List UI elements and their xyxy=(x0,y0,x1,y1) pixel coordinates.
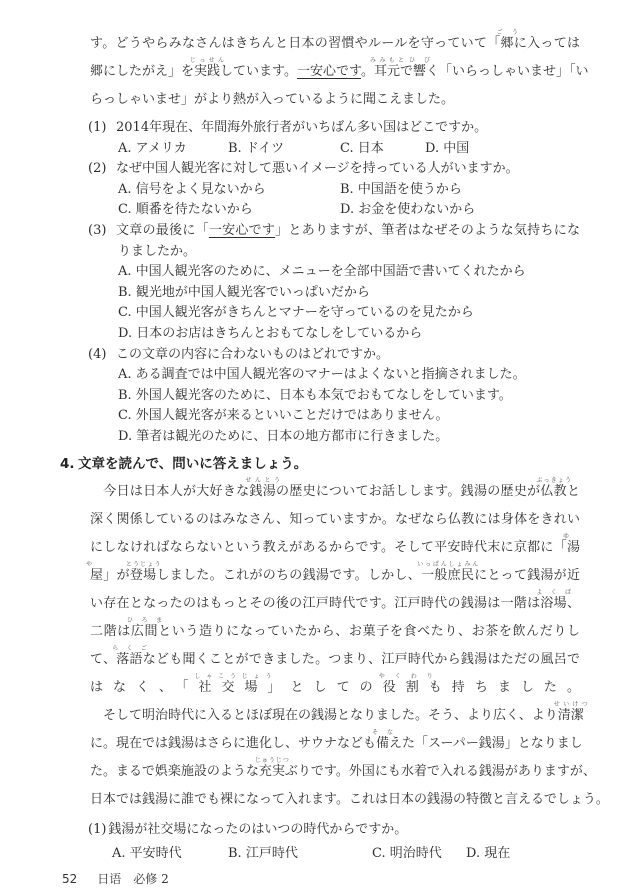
option-c: C. 中国人観光客がきちんとマナーを守っているのを見たから xyxy=(118,305,474,321)
text-line xyxy=(90,478,580,506)
ruby-word xyxy=(378,673,433,695)
furigana: ひろま xyxy=(126,617,163,624)
ruby-base: 一般庶民 xyxy=(421,568,475,583)
text-line xyxy=(90,590,580,618)
section-title: 文章を読んで、問いに答えましょう。 xyxy=(78,456,308,472)
question-item xyxy=(88,118,580,159)
option-a: A. ある調査では中国人観光客のマナーはよくないと指摘されました。 xyxy=(118,367,526,383)
question-text xyxy=(118,242,580,263)
option-c: C. 外国人観光客が来るといいことだけではありません。 xyxy=(118,408,449,424)
question-item xyxy=(88,345,580,448)
furigana: らくご xyxy=(112,645,147,652)
text-run: 2014年現在、年間海外旅行者がいちばん多い国はどこですか。 xyxy=(116,120,488,135)
ruby-word xyxy=(126,617,163,639)
option-row xyxy=(88,262,580,283)
question-number: (3) xyxy=(88,222,107,238)
question-text: 銭湯が社交場になったのはいつの時代からですか。 xyxy=(108,822,408,837)
question-text xyxy=(116,159,580,180)
text-line xyxy=(90,86,580,114)
question-line xyxy=(88,242,580,263)
section-number: 4. xyxy=(60,456,75,472)
ruby-word xyxy=(86,561,104,583)
book-title: 日语 必修 2 xyxy=(97,872,169,886)
text-line xyxy=(90,674,580,702)
ruby-word xyxy=(417,561,479,583)
text-run: 。 xyxy=(360,64,374,79)
ruby-word xyxy=(125,561,161,583)
furigana: ごう xyxy=(496,29,518,36)
text-run: 」が xyxy=(103,568,130,583)
option-d: D. お金を使わないから xyxy=(340,202,476,218)
text-run: ぶりです。外国にも水着で入れる銭湯がありますが、 xyxy=(284,764,596,779)
underlined-phrase: 一安心です xyxy=(297,64,361,79)
text-run: この文章の内容に合わないものはどれですか。 xyxy=(116,346,390,362)
ruby-word xyxy=(245,477,280,499)
text-run: しました。これがのちの銭湯です。しかし、 xyxy=(156,568,422,583)
furigana: そな xyxy=(372,729,394,736)
text-line xyxy=(86,561,580,590)
ruby-word xyxy=(553,701,588,723)
furigana: ひび xyxy=(409,57,431,64)
question-text xyxy=(116,118,580,139)
option-a: A. 信号をよく見ないから xyxy=(118,181,266,197)
question-number: (1) xyxy=(88,120,107,135)
ruby-base: 屋 xyxy=(90,568,104,583)
ruby-word xyxy=(190,57,225,79)
furigana: みみもと xyxy=(369,57,404,64)
ruby-base: 湯 xyxy=(566,540,580,555)
text-run: で xyxy=(400,64,414,79)
text-run: 」としての xyxy=(267,680,383,695)
option-row xyxy=(88,324,580,345)
furigana: いっぱんしょみん xyxy=(417,561,479,568)
option-b: B. ドイツ xyxy=(228,140,285,156)
text-run: 、 xyxy=(566,596,580,611)
option-d: D. 日本のお店はきちんとおもてなしをしているから xyxy=(118,325,423,341)
ruby-word xyxy=(194,673,272,695)
option-row xyxy=(88,180,580,201)
ruby-word xyxy=(369,57,404,79)
ruby-base: 登場 xyxy=(129,568,157,583)
option-row xyxy=(88,139,580,160)
question-line xyxy=(88,159,580,180)
section-heading xyxy=(60,452,307,476)
page-footer xyxy=(62,870,169,888)
option-a: A. 中国人観光客のために、メニューを全部中国語で書いてくれたから xyxy=(118,264,526,280)
text-run: 」とありますが、筆者はなぜそのような気持ちにな xyxy=(275,222,580,238)
furigana: とうじょう xyxy=(125,561,161,568)
text-run: 今日は日本人が大好きな xyxy=(90,484,250,499)
text-run: の歴史についてお話しします。銭湯の歴史が xyxy=(276,484,541,499)
section4-question xyxy=(88,818,580,866)
furigana: じっせん xyxy=(190,57,225,64)
furigana: やくわり xyxy=(378,673,433,680)
option-row xyxy=(88,427,580,448)
ruby-base: 銭湯 xyxy=(249,484,276,499)
text-run: た。まるで娯楽施設のような xyxy=(90,764,259,779)
question-line xyxy=(88,118,580,139)
question-number: (2) xyxy=(88,161,107,177)
ruby-base: 耳元 xyxy=(373,64,400,79)
furigana: しゃこうじょう xyxy=(194,673,272,680)
furigana: せんとう xyxy=(245,477,280,484)
text-run: 二階は xyxy=(90,624,131,639)
option-d: D. 現在 xyxy=(466,846,511,861)
ruby-base: 落語 xyxy=(116,652,143,667)
ruby-word xyxy=(496,29,518,51)
text-run: という造りになっていたから、お菓子を食べたり、お茶を飲んだりし xyxy=(158,624,580,639)
furigana: よくば xyxy=(536,589,571,596)
question-number: (1) xyxy=(88,822,107,837)
option-d: D. 中国 xyxy=(425,140,470,156)
option-d: D. 筆者は観光のために、日本の地方都市に行きました。 xyxy=(118,428,449,444)
ruby-base: 清潔 xyxy=(557,708,584,723)
text-run: 文章の最後に「 xyxy=(116,222,209,238)
question-item xyxy=(88,221,580,345)
question-number: (4) xyxy=(88,346,107,362)
furigana: や xyxy=(86,561,93,568)
question-line xyxy=(88,345,580,366)
furigana: ぶっきょう xyxy=(536,477,571,484)
option-row xyxy=(88,365,580,386)
ruby-word xyxy=(372,729,394,751)
text-run: に。現在では銭湯はさらに進化し、サウナなども xyxy=(90,736,377,751)
text-line xyxy=(90,646,580,674)
text-line xyxy=(90,729,583,758)
option-row xyxy=(88,283,580,304)
option-a: A. アメリカ xyxy=(118,140,187,156)
text-run: て、 xyxy=(90,652,117,667)
ruby-word xyxy=(409,57,431,79)
furigana: じゅうじつ xyxy=(254,757,289,764)
ruby-base: 備 xyxy=(376,736,390,751)
text-run: す。どうやらみなさんはきちんと日本の習慣やルールを守っていて「 xyxy=(90,36,501,51)
ruby-word xyxy=(112,645,147,667)
ruby-word xyxy=(562,533,580,555)
text-run: と xyxy=(566,484,580,499)
ruby-base: 郷 xyxy=(500,36,514,51)
option-row xyxy=(88,406,580,427)
reading-passage xyxy=(86,477,609,814)
ruby-word xyxy=(536,589,571,611)
question-text xyxy=(116,345,580,366)
text-line xyxy=(90,701,588,730)
option-b: B. 外国人観光客のために、日本も本気でおもてなしをしています。 xyxy=(118,387,512,403)
ruby-word xyxy=(254,757,289,779)
ruby-base: 広間 xyxy=(130,624,159,639)
text-run: 郷にしたがえ」を xyxy=(90,64,195,79)
ruby-base: 実践 xyxy=(194,64,221,79)
option-c: C. 順番を待たないから xyxy=(118,202,253,218)
underlined-phrase: 一安心です xyxy=(208,222,276,238)
ruby-base: 社交場 xyxy=(198,680,268,695)
option-b: B. 観光地が中国人観光客でいっぱいだから xyxy=(118,284,370,300)
option-row xyxy=(88,200,580,221)
text-run: なぜ中国人観光客に対して悪いイメージを持っている人がいますか。 xyxy=(116,161,519,177)
text-line xyxy=(90,506,580,534)
option-b: B. 江戸時代 xyxy=(228,846,298,861)
text-run: なども聞くことができました。つまり、江戸時代から銭湯はただの風呂で xyxy=(142,652,580,667)
option-b: B. 中国語を使うから xyxy=(340,181,462,197)
page-number: 52 xyxy=(62,872,78,886)
furigana: せいけつ xyxy=(553,701,588,708)
text-run: く「いらっしゃいませ」「い xyxy=(426,64,589,79)
text-run: しています。 xyxy=(220,64,297,79)
ruby-base: 響 xyxy=(413,64,427,79)
option-row xyxy=(88,303,580,324)
reading-passage-continued xyxy=(90,29,589,114)
text-line xyxy=(90,757,596,786)
text-line xyxy=(90,786,609,814)
text-line xyxy=(90,618,580,646)
text-run: 日本では銭湯に誰でも裸になって入れます。これは日本の銭湯の特徴と言えるでしょう。 xyxy=(90,792,609,807)
question-item xyxy=(88,159,580,221)
text-line xyxy=(90,534,580,562)
text-run: も持ちました。 xyxy=(428,680,580,695)
question-text xyxy=(116,221,580,242)
option-a: A. 平安時代 xyxy=(112,846,182,861)
option-c: C. 明治時代 xyxy=(372,846,442,861)
text-run: にしなければならないという教えがあるからです。そして平安時代末に京都に「 xyxy=(90,540,567,555)
ruby-base: 充実 xyxy=(258,764,285,779)
text-run: い存在となったのはもっとその後の江戸時代です。江戸時代の銭湯は一階は xyxy=(90,596,541,611)
text-run: はなく、「 xyxy=(90,680,199,695)
text-run: 深く関係しているのはみなさん、知っていますか。なぜなら仏教には身体をきれい xyxy=(90,512,580,527)
text-run: らっしゃいませ」がより熱が入っているように聞こえました。 xyxy=(90,92,455,107)
text-line xyxy=(90,30,580,58)
ruby-word xyxy=(536,477,571,499)
text-run: そして明治時代に入るとほぼ現在の銭湯となりました。そう、より広く、より xyxy=(90,708,558,723)
ruby-base: 浴場 xyxy=(540,596,567,611)
text-line xyxy=(90,57,589,86)
question-line xyxy=(88,221,580,242)
text-run: に入っては xyxy=(513,36,580,51)
option-c: C. 日本 xyxy=(340,140,384,156)
option-row xyxy=(88,386,580,407)
text-run: にとって銭湯が近 xyxy=(474,568,580,583)
ruby-base: 役割 xyxy=(382,680,429,695)
text-run: えた「スーパー銭湯」となりまし xyxy=(389,736,583,751)
text-run: りましたか。 xyxy=(118,243,197,259)
ruby-base: 仏教 xyxy=(540,484,567,499)
question-list xyxy=(88,118,580,448)
furigana: ゆ xyxy=(562,533,569,540)
